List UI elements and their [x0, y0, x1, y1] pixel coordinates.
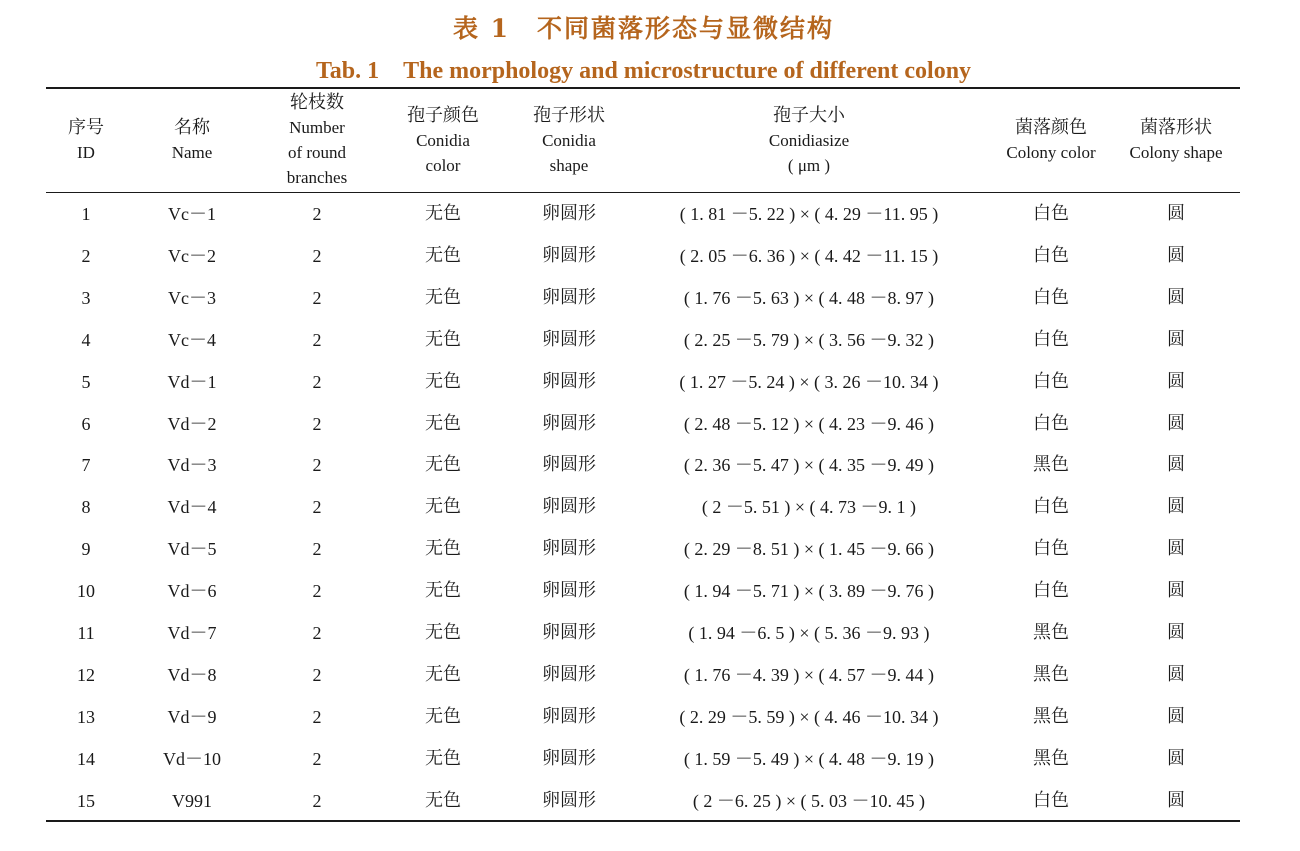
cell-conidia-color: 无色	[425, 496, 461, 518]
cell-colony-shape: 圆	[1167, 705, 1185, 727]
cell-branches: 2	[312, 204, 322, 224]
cell-branches: 2	[312, 245, 322, 266]
cell-colony-color: 黑色	[1033, 705, 1069, 727]
cell-colony-shape: 圆	[1167, 580, 1185, 602]
cell-conidia-shape: 卵圆形	[542, 705, 596, 727]
header-name-en: Name	[171, 143, 213, 162]
cell-conidia-size: ( 1. 27 －5. 24 ) × ( 3. 26 －10. 34 )	[679, 371, 939, 392]
cell-conidia-size: ( 2. 25 －5. 79 ) × ( 3. 56 －9. 32 )	[683, 329, 935, 350]
table-row	[46, 612, 1240, 654]
cell-name: Vd－9	[167, 706, 217, 727]
cell-conidia-color: 无色	[425, 705, 461, 727]
cell-colony-shape: 圆	[1167, 328, 1185, 350]
cell-name: Vd－10	[163, 748, 221, 769]
header-name	[126, 90, 258, 190]
table-row	[46, 528, 1240, 570]
cell-id: 8	[81, 497, 91, 518]
cell-id: 6	[81, 413, 91, 434]
cell-colony-shape: 圆	[1167, 203, 1185, 224]
cell-colony-shape: 圆	[1167, 370, 1185, 392]
cell-conidia-size: ( 1. 81 －5. 22 ) × ( 4. 29 －11. 95 )	[679, 204, 939, 224]
table-top-rule	[46, 87, 1240, 89]
cell-branches: 2	[312, 706, 322, 727]
cell-colony-color: 白色	[1033, 789, 1069, 811]
header-conidia-size-cn: 孢子大小	[773, 104, 845, 126]
cell-conidia-shape: 卵圆形	[542, 370, 596, 392]
header-colony-shape	[1112, 90, 1240, 190]
cell-name: Vd－4	[167, 497, 217, 518]
header-branches	[258, 90, 376, 190]
cell-branches: 2	[312, 371, 322, 392]
cell-colony-shape: 圆	[1167, 454, 1185, 476]
cell-branches: 2	[312, 748, 322, 769]
cell-branches: 2	[312, 581, 322, 602]
cell-colony-color: 白色	[1033, 203, 1069, 224]
cell-conidia-color: 无色	[425, 663, 461, 685]
cell-branches: 2	[312, 287, 322, 308]
cell-name: V991	[172, 790, 212, 811]
cell-name: Vc－2	[168, 245, 216, 266]
cell-conidia-size: ( 2 －5. 51 ) × ( 4. 73 －9. 1 )	[701, 497, 917, 518]
cell-colony-shape: 圆	[1167, 412, 1185, 434]
cell-conidia-shape: 卵圆形	[542, 328, 596, 350]
cell-conidia-color: 无色	[425, 328, 461, 350]
cell-colony-color: 白色	[1033, 412, 1069, 434]
cell-branches: 2	[312, 329, 322, 350]
cell-conidia-size: ( 2 －6. 25 ) × ( 5. 03 －10. 45 )	[692, 790, 926, 811]
header-branches-cn: 轮枝数	[290, 92, 344, 113]
cell-id: 1	[81, 204, 91, 224]
cell-conidia-color: 无色	[425, 203, 461, 224]
cell-name: Vc－4	[168, 329, 216, 350]
cell-id: 9	[81, 539, 91, 560]
cell-colony-shape: 圆	[1167, 538, 1185, 560]
table-row	[46, 654, 1240, 696]
cell-name: Vd－2	[167, 413, 217, 434]
cell-id: 2	[81, 245, 91, 266]
table-row	[46, 193, 1240, 235]
table-bottom-rule	[46, 820, 1240, 822]
cell-conidia-size: ( 1. 94 －5. 71 ) × ( 3. 89 －9. 76 )	[683, 581, 935, 602]
cell-conidia-color: 无色	[425, 286, 461, 308]
header-colony-shape-cn: 菌落形状	[1140, 117, 1212, 138]
header-conidia-color	[376, 90, 510, 190]
cell-branches: 2	[312, 539, 322, 560]
header-id	[46, 90, 126, 190]
cell-colony-color: 白色	[1033, 370, 1069, 392]
cell-colony-color: 黑色	[1033, 663, 1069, 685]
cell-id: 14	[77, 748, 95, 769]
cell-conidia-shape: 卵圆形	[542, 663, 596, 685]
cell-conidia-size: ( 2. 05 －6. 36 ) × ( 4. 42 －11. 15 )	[679, 245, 939, 266]
cell-branches: 2	[312, 413, 322, 434]
cell-conidia-color: 无色	[425, 622, 461, 643]
cell-name: Vd－8	[167, 664, 217, 685]
table-row	[46, 235, 1240, 277]
header-colony-color-en: Colony color	[1006, 143, 1096, 162]
cell-id: 3	[81, 287, 91, 308]
cell-colony-color: 黑色	[1033, 747, 1069, 769]
header-conidia-color-cn: 孢子颜色	[407, 104, 479, 126]
cell-id: 10	[77, 581, 95, 602]
cell-conidia-color: 无色	[425, 244, 461, 266]
cell-colony-color: 白色	[1033, 244, 1069, 266]
cell-colony-color: 白色	[1033, 580, 1069, 602]
header-id-en: ID	[77, 143, 95, 162]
cell-colony-color: 黑色	[1033, 622, 1069, 643]
cell-conidia-shape: 卵圆形	[542, 538, 596, 560]
table-row	[46, 738, 1240, 780]
header-conidia-shape-en: Conidia shape	[542, 130, 596, 175]
cell-conidia-color: 无色	[425, 412, 461, 434]
cell-colony-shape: 圆	[1167, 244, 1185, 266]
cell-colony-shape: 圆	[1167, 747, 1185, 769]
cell-conidia-size: ( 2. 29 －5. 59 ) × ( 4. 46 －10. 34 )	[679, 706, 939, 727]
cell-colony-shape: 圆	[1167, 286, 1185, 308]
cell-colony-color: 白色	[1033, 496, 1069, 518]
table-row	[46, 444, 1240, 486]
cell-conidia-shape: 卵圆形	[542, 789, 596, 811]
table-title-chinese: 表 1 不同菌落形态与显微结构	[452, 14, 835, 43]
table-row	[46, 486, 1240, 528]
cell-colony-shape: 圆	[1167, 496, 1185, 518]
cell-name: Vd－5	[167, 539, 217, 560]
cell-branches: 2	[312, 455, 322, 476]
cell-id: 13	[77, 706, 95, 727]
header-conidia-shape-cn: 孢子形状	[533, 104, 605, 126]
cell-conidia-color: 无色	[425, 454, 461, 476]
table-title-english: Tab. 1 The morphology and microstructure of different colony	[315, 58, 972, 84]
cell-colony-color: 黑色	[1033, 454, 1069, 476]
cell-id: 4	[81, 329, 91, 350]
cell-conidia-color: 无色	[425, 747, 461, 769]
cell-id: 12	[77, 664, 95, 685]
cell-conidia-shape: 卵圆形	[542, 496, 596, 518]
table-row	[46, 696, 1240, 738]
table-row	[46, 780, 1240, 822]
cell-conidia-shape: 卵圆形	[542, 286, 596, 308]
cell-branches: 2	[312, 664, 322, 685]
header-colony-shape-en: Colony shape	[1129, 143, 1223, 162]
cell-name: Vd－6	[167, 581, 217, 602]
cell-name: Vc－3	[168, 287, 216, 308]
header-name-cn: 名称	[174, 117, 210, 138]
cell-name: Vd－3	[167, 455, 217, 476]
cell-conidia-color: 无色	[425, 789, 461, 811]
cell-conidia-size: ( 2. 36 －5. 47 ) × ( 4. 35 －9. 49 )	[683, 455, 935, 476]
cell-colony-shape: 圆	[1167, 622, 1185, 643]
cell-conidia-size: ( 1. 94 －6. 5 ) × ( 5. 36 －9. 93 )	[688, 623, 930, 643]
header-conidia-size-en: Conidiasize ( μm )	[768, 130, 850, 175]
cell-conidia-size: ( 1. 76 －4. 39 ) × ( 4. 57 －9. 44 )	[683, 664, 935, 685]
cell-branches: 2	[312, 623, 322, 643]
header-branches-en: Number of round branches	[286, 118, 348, 187]
cell-id: 5	[81, 371, 91, 392]
cell-conidia-color: 无色	[425, 538, 461, 560]
cell-conidia-shape: 卵圆形	[542, 412, 596, 434]
cell-conidia-size: ( 2. 29 －8. 51 ) × ( 1. 45 －9. 66 )	[683, 539, 935, 560]
header-id-cn: 序号	[68, 117, 104, 138]
cell-conidia-shape: 卵圆形	[542, 454, 596, 476]
table-row	[46, 277, 1240, 319]
header-conidia-shape	[510, 90, 628, 190]
cell-conidia-size: ( 1. 59 －5. 49 ) × ( 4. 48 －9. 19 )	[683, 748, 935, 769]
cell-colony-color: 白色	[1033, 328, 1069, 350]
header-colony-color-cn: 菌落颜色	[1015, 117, 1087, 138]
cell-conidia-shape: 卵圆形	[542, 580, 596, 602]
cell-name: Vd－7	[167, 623, 217, 643]
cell-conidia-color: 无色	[425, 580, 461, 602]
cell-id: 11	[77, 623, 95, 643]
cell-conidia-shape: 卵圆形	[542, 747, 596, 769]
cell-branches: 2	[312, 790, 322, 811]
cell-conidia-shape: 卵圆形	[542, 203, 596, 224]
header-conidia-size	[628, 90, 990, 190]
cell-conidia-size: ( 2. 48 －5. 12 ) × ( 4. 23 －9. 46 )	[683, 413, 935, 434]
cell-colony-shape: 圆	[1167, 663, 1185, 685]
table-row	[46, 319, 1240, 361]
cell-name: Vd－1	[167, 371, 217, 392]
table-row	[46, 361, 1240, 403]
header-colony-color	[990, 90, 1112, 190]
table-row	[46, 570, 1240, 612]
cell-conidia-color: 无色	[425, 370, 461, 392]
cell-conidia-size: ( 1. 76 －5. 63 ) × ( 4. 48 －8. 97 )	[683, 287, 935, 308]
cell-colony-color: 白色	[1033, 538, 1069, 560]
cell-branches: 2	[312, 497, 322, 518]
cell-id: 7	[81, 455, 91, 476]
cell-colony-shape: 圆	[1167, 789, 1185, 811]
header-conidia-color-en: Conidia color	[416, 130, 470, 175]
cell-conidia-shape: 卵圆形	[542, 622, 596, 643]
cell-colony-color: 白色	[1033, 286, 1069, 308]
cell-name: Vc－1	[168, 204, 216, 224]
table-row	[46, 403, 1240, 445]
cell-id: 15	[77, 790, 95, 811]
cell-conidia-shape: 卵圆形	[542, 244, 596, 266]
